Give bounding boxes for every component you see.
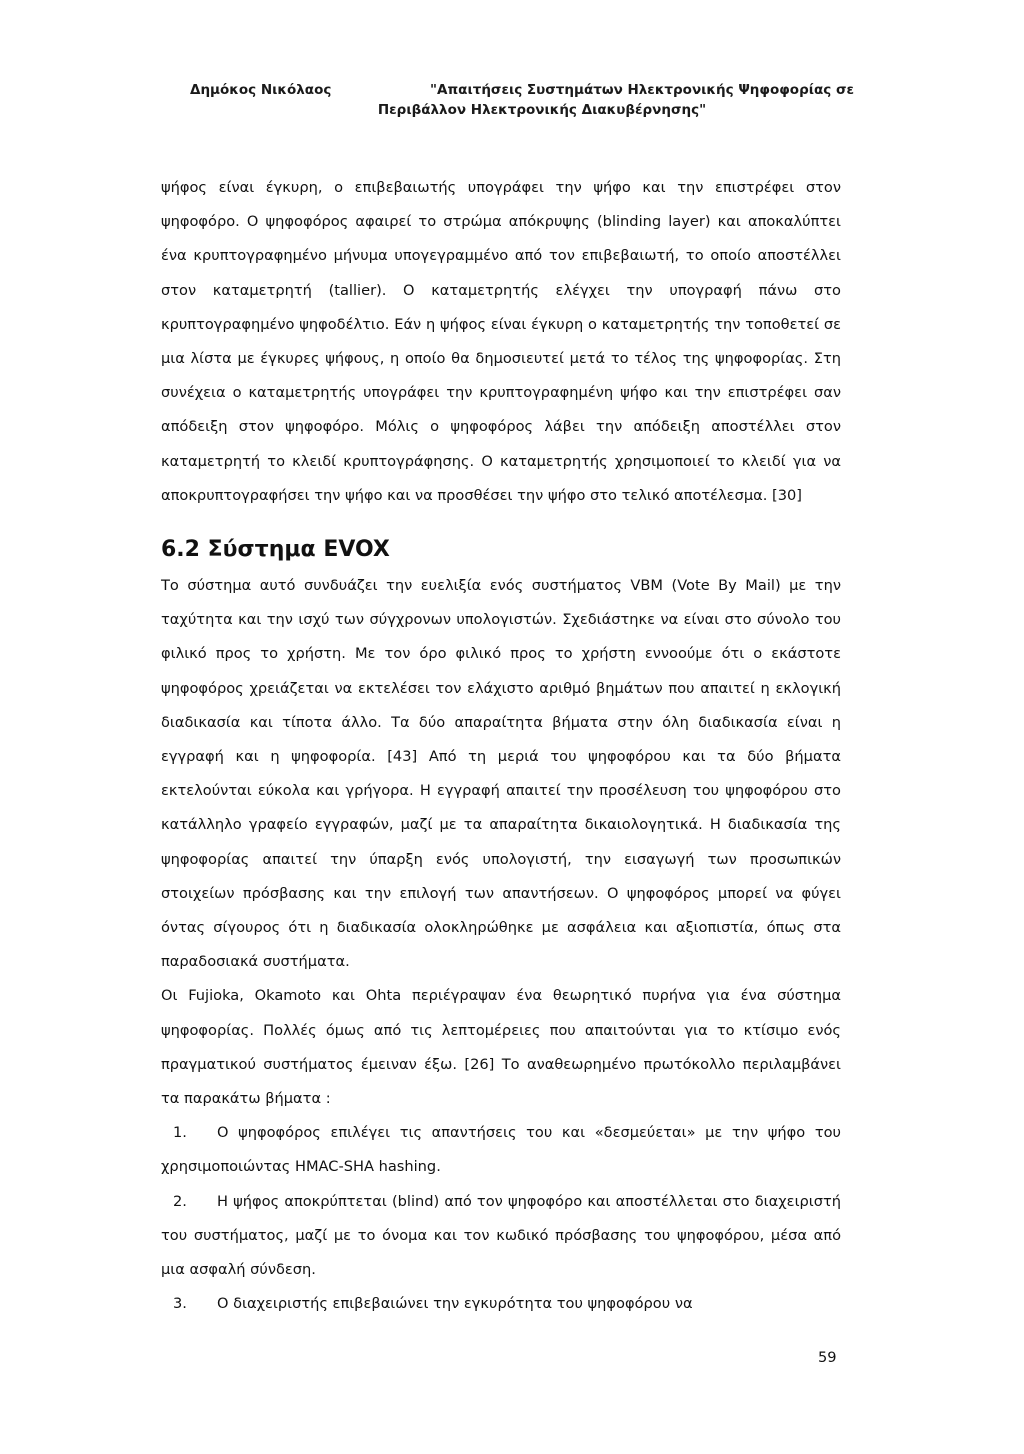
list-item-text: Ο ψηφοφόρος επιλέγει τις απαντήσεις του και «δεσμεύεται» με την ψήφο του χρησιμοποιώντας HMAC-SHA hashing.: [161, 1124, 841, 1176]
list-item-number: 2.: [173, 1192, 187, 1210]
list-item-number: 3.: [173, 1295, 187, 1313]
section-paragraph: Οι Fujioka, Okamoto και Ohta περιέγραψαν ένα θεωρητικό πυρήνα για ένα σύστημα ψηφοφορίας. Πολλές όμως από τις λεπτομέρειες που απαιτούνται για το κτίσιμο ενός πραγματικού συστήματος έμειναν έξω. [26] Το αναθεωρημένο πρωτόκολλο περιλαμβάνει τα παρακάτω βήματα :: [161, 987, 841, 1108]
page-number: 59: [818, 1349, 837, 1366]
body-paragraph: ψήφος είναι έγκυρη, ο επιβεβαιωτής υπογράφει την ψήφο και την επιστρέφει στον ψηφοφόρο. Ο ψηφοφόρος αφαιρεί το στρώμα απόκρυψης (blinding layer) και αποκαλύπτει ένα κρυπτογραφημένο μήνυμα υπογεγραμμένο από τον επιβεβαιωτή, το οποίο αποστέλλει στον καταμετρητή (tallier). Ο καταμετρητής ελέγχει την υπογραφή πάνω στο κρυπτογραφημένο ψηφοδέλτιο. Εάν η ψήφος είναι έγκυρη ο καταμετρητής την τοποθετεί σε μια λίστα με έγκυρες ψήφους, η οποίο θα δημοσιευτεί μετά το τέλος της ψηφοφορίας. Στη συνέχεια ο καταμετρητής υπογράφει την κρυπτογραφημένη ψήφο και την επιστρέφει σαν απόδειξη στον ψηφοφόρο. Μόλις ο ψηφοφόρος λάβει την απόδειξη αποστέλλει στον καταμετρητή το κλειδί κρυπτογράφησης. Ο καταμετρητής χρησιμοποιεί το κλειδί για να αποκρυπτογραφήσει την ψήφο και να προσθέσει την ψήφο στο τελικό αποτέλεσμα. [30]: [161, 179, 841, 504]
header-title-line-1: "Απαιτήσεις Συστημάτων Ηλεκτρονικής Ψηφοφορίας σε: [430, 82, 854, 98]
list-item: [161, 1287, 841, 1321]
list-item: [161, 1116, 841, 1184]
running-header: [190, 80, 854, 120]
header-title-line-2: Περιβάλλον Ηλεκτρονικής Διακυβέρνησης": [377, 102, 707, 118]
header-author: Δημόκος Νικόλαος: [190, 82, 332, 98]
list-item-number: 1.: [173, 1124, 187, 1142]
page-body: [161, 171, 841, 1322]
list-item-text: Η ψήφος αποκρύπτεται (blind) από τον ψηφοφόρο και αποστέλλεται στο διαχειριστή του συστήματος, μαζί με το όνομα και τον κωδικό πρόσβασης του ψηφοφόρου, μέσα από μια ασφαλή σύνδεση.: [161, 1192, 841, 1279]
list-item-text: Ο διαχειριστής επιβεβαιώνει την εγκυρότητα του ψηφοφόρου να: [217, 1295, 693, 1313]
section-heading: 6.2 Σύστημα EVOX: [161, 537, 390, 563]
list-item: [161, 1185, 841, 1288]
section-paragraph: Το σύστημα αυτό συνδυάζει την ευελιξία ενός συστήματος VBM (Vote By Mail) με την ταχύτητα και την ισχύ των σύγχρονων υπολογιστών. Σχεδιάστηκε να είναι στο σύνολο του φιλικό προς το χρήστη. Με τον όρο φιλικό προς το χρήστη εννοούμε ότι ο εκάστοτε ψηφοφόρος χρειάζεται να εκτελέσει τον ελάχιστο αριθμό βημάτων που απαιτεί η εκλογική διαδικασία και τίποτα άλλο. Τα δύο απαραίτητα βήματα στην όλη διαδικασία είναι η εγγραφή και η ψηφοφορία. [43] Από τη μεριά του ψηφοφόρου και τα δύο βήματα εκτελούνται εύκολα και γρήγορα. Η εγγραφή απαιτεί την προσέλευση του ψηφοφόρου στο κατάλληλο γραφείο εγγραφών, μαζί με τα απαραίτητα δικαιολογητικά. Η διαδικασία της ψηφοφορίας απαιτεί την ύπαρξη ενός υπολογιστή, την εισαγωγή των προσωπικών στοιχείων πρόσβασης και την επιλογή των απαντήσεων. Ο ψηφοφόρος μπορεί να φύγει όντας σίγουρος ότι η διαδικασία ολοκληρώθηκε με ασφάλεια και αξιοπιστία, όπως στα παραδοσιακά συστήματα.: [161, 577, 841, 971]
